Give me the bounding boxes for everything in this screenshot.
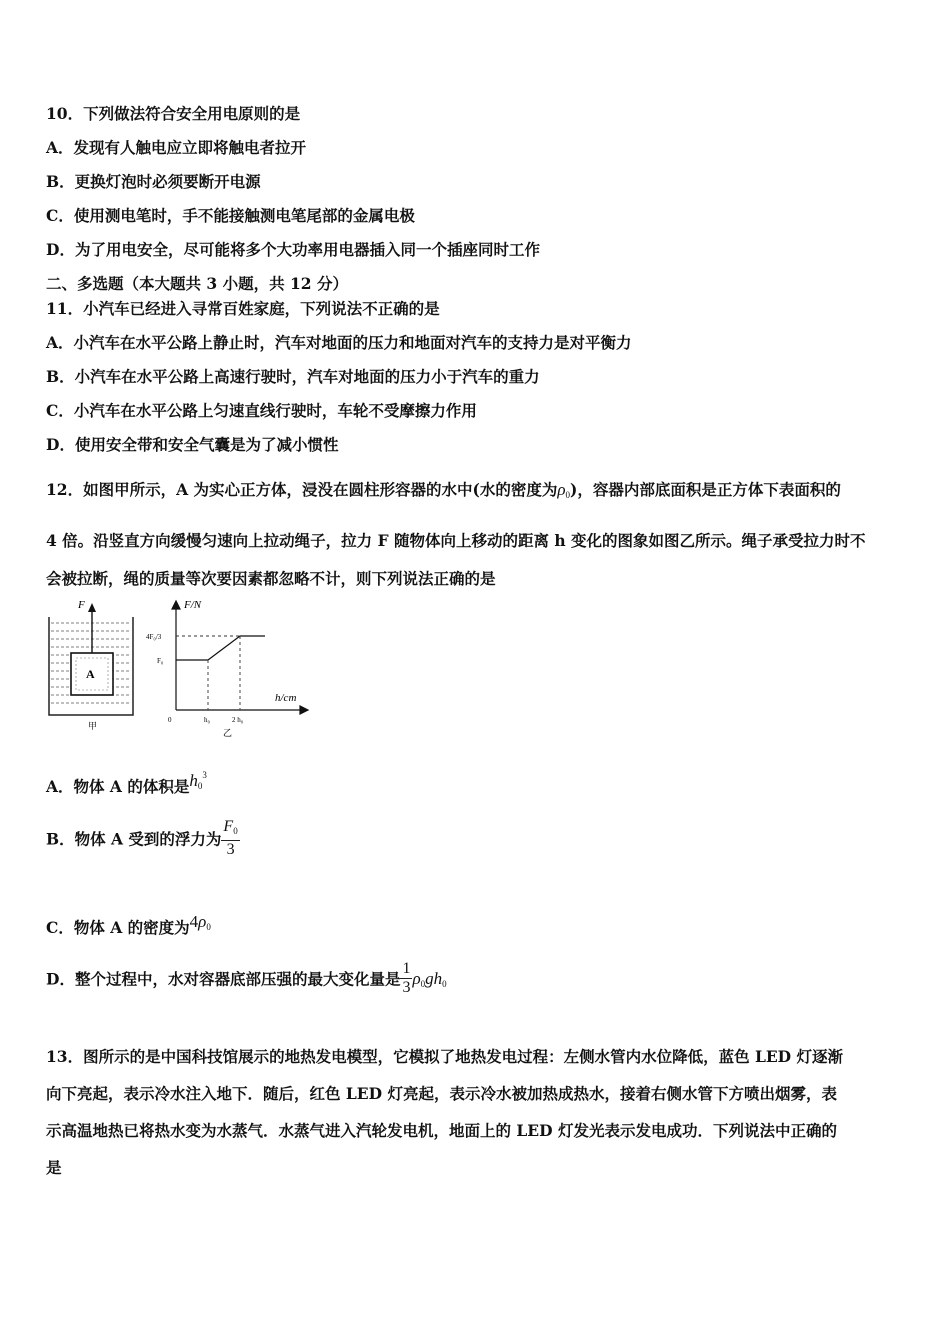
q11-option-b: B．小汽车在水平公路上高速行驶时，汽车对地面的压力小于汽车的重力	[46, 367, 540, 386]
q12-stem-line3: 会被拉断，绳的质量等次要因素都忽略不计，则下列说法正确的是	[46, 569, 496, 588]
q13-line1: 13．图所示的是中国科技馆展示的地热发电模型，它模拟了地热发电过程：左侧水管内水位降低，蓝色 LED 灯逐渐	[46, 1047, 844, 1066]
figure-b-caption: 乙	[223, 728, 233, 738]
q10-stem: 10．下列做法符合安全用电原则的是	[46, 104, 301, 123]
figure-b-origin: 0	[168, 716, 172, 724]
q12-option-a	[46, 770, 207, 797]
q12-option-b-text: B．物体 A 受到的浮力为	[46, 829, 222, 849]
figure-b-level-high: 4F₀/3	[146, 633, 162, 641]
q12-stem-line1	[46, 478, 841, 500]
rho0-g-h0: $\rho_0gh_0$	[412, 968, 447, 989]
figure-b-yaxis-label: F/N	[184, 599, 202, 611]
q12-option-d	[46, 960, 447, 997]
figure-a-caption: 甲	[88, 721, 98, 731]
fraction-one-third: $\frac{1}{3}$	[402, 960, 411, 996]
q12-option-c	[46, 912, 211, 938]
q11-option-a: A．小汽车在水平公路上静止时，汽车对地面的压力和地面对汽车的支持力是对平衡力	[46, 333, 632, 352]
section-title: 二、多选题（本大题共 3 小题，共 12 分）	[46, 274, 348, 293]
figure-a-container	[49, 603, 133, 715]
figure-a-force-label: F	[78, 599, 85, 611]
q10-option-d: D．为了用电安全，尽可能将多个大功率用电器插入同一个插座同时工作	[46, 240, 540, 259]
q12-option-c-text: C．物体 A 的密度为	[46, 918, 190, 937]
figure-b-tick-2h0: 2 h₀	[232, 716, 244, 724]
q13-line3: 示高温地热已将热水变为水蒸气．水蒸气进入汽轮发电机，地面上的 LED 灯发光表示发电成功．下列说法中正确的	[46, 1121, 837, 1140]
q12-option-d-text: D．整个过程中，水对容器底部压强的最大变化量是	[46, 969, 401, 989]
q12-option-a-text: A．物体 A 的体积是	[46, 777, 190, 796]
q12-stem-part2: )，容器内部底面积是正方体下表面积的	[570, 480, 841, 499]
h0-cubed: $h_0^3$	[189, 770, 207, 791]
figure-b-tick-h0: h₀	[204, 716, 210, 724]
q13-line4: 是	[46, 1158, 62, 1177]
q11-option-c: C．小汽车在水平公路上匀速直线行驶时，车轮不受摩擦力作用	[46, 401, 477, 420]
q12-figure	[40, 595, 320, 745]
q12-option-b	[46, 818, 240, 859]
fraction-f0-over-3: $\frac{F_0}{3}$	[223, 818, 238, 858]
q10-option-c: C．使用测电笔时，手不能接触测电笔尾部的金属电极	[46, 206, 415, 225]
figure-b-level-low: F₀	[157, 657, 164, 665]
q10-option-b: B．更换灯泡时必须要断开电源	[46, 172, 261, 191]
four-rho0: $4\rho_0$	[189, 912, 211, 932]
q11-option-d: D．使用安全带和安全气囊是为了减小惯性	[46, 435, 339, 454]
q12-stem-line2: 4 倍。沿竖直方向缓慢匀速向上拉动绳子，拉力 F 随物体向上移动的距离 h 变化的图象如图乙所示。绳子承受拉力时不	[46, 531, 866, 550]
figure-b-guides	[176, 636, 240, 710]
q11-stem: 11．小汽车已经进入寻常百姓家庭，下列说法不正确的是	[46, 299, 440, 318]
figure-b-xaxis-label: h/cm	[275, 692, 297, 704]
q10-option-a: A．发现有人触电应立即将触电者拉开	[46, 138, 307, 157]
rho-symbol: $\rho_0$	[557, 480, 571, 500]
q13-line2: 向下亮起，表示冷水注入地下．随后，红色 LED 灯亮起，表示冷水被加热成热水，接着右侧水管下方喷出烟雾，表	[46, 1084, 837, 1103]
q12-stem-part1: 12．如图甲所示，A 为实心正方体，浸没在圆柱形容器的水中(水的密度为	[46, 480, 558, 499]
figure-b-curve	[176, 636, 265, 660]
figure-a-block-label: A	[86, 667, 95, 681]
